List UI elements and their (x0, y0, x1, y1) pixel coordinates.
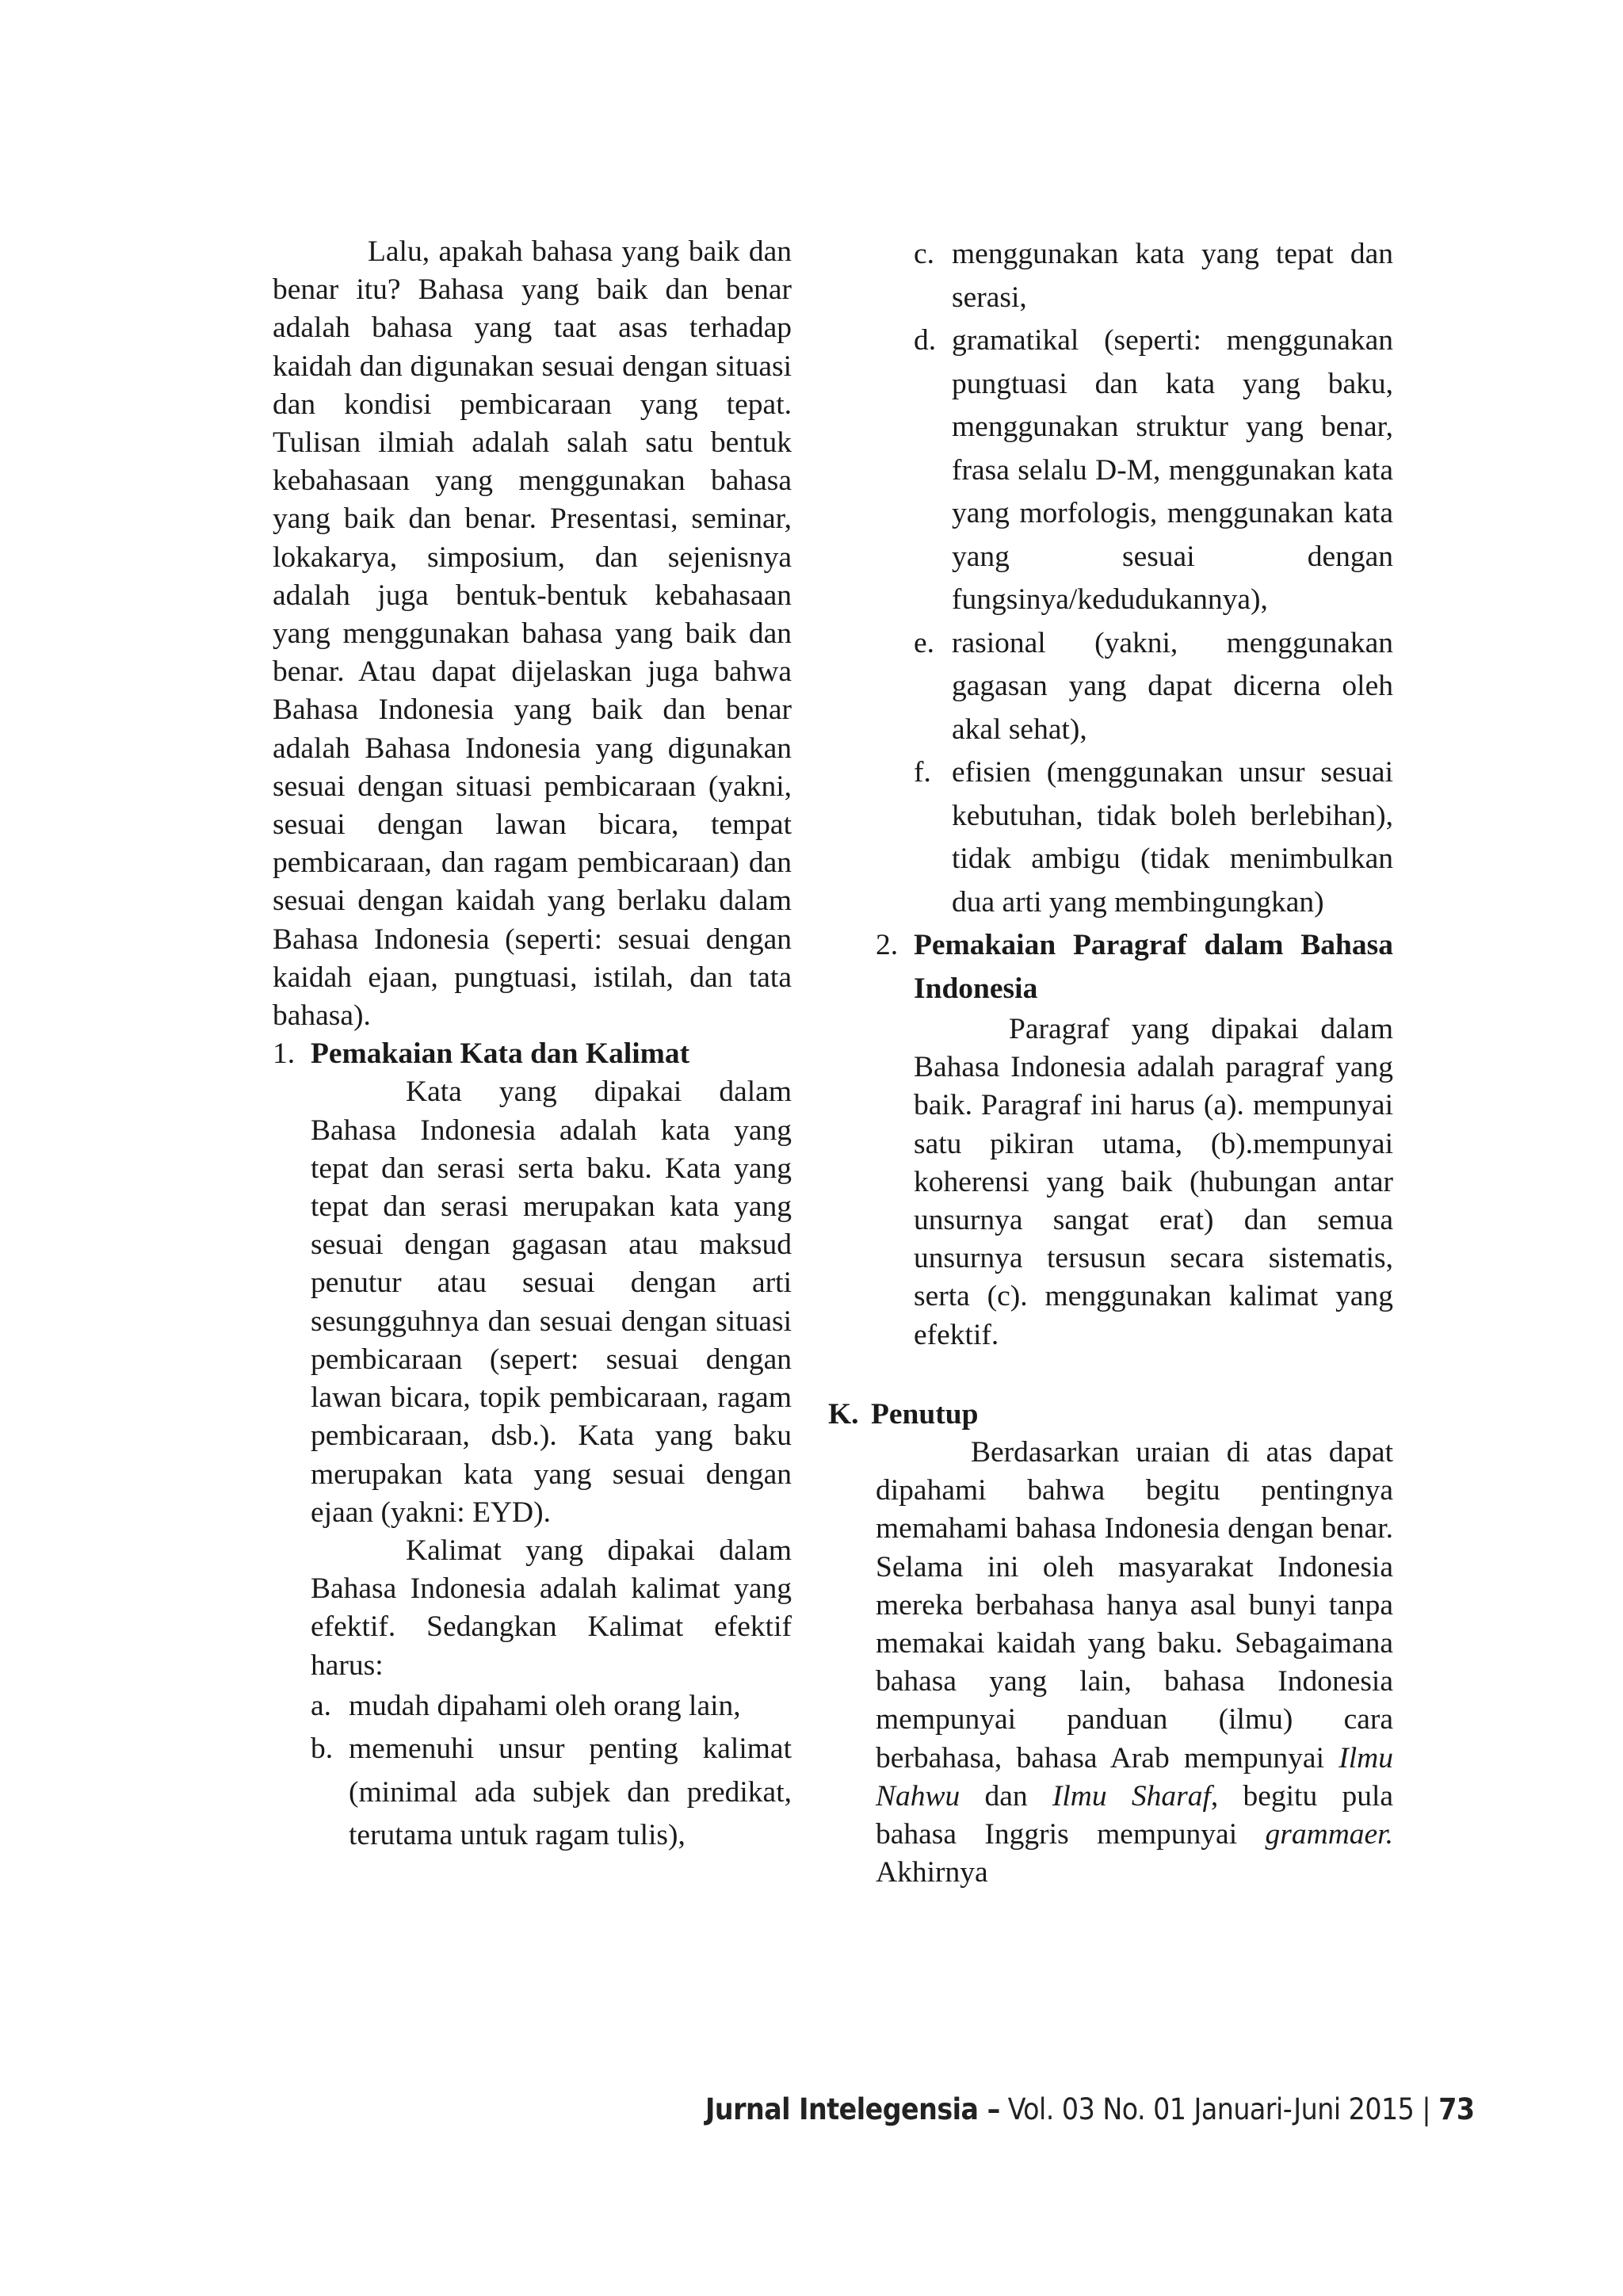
list-text: mudah dipahami oleh orang lain, (349, 1689, 741, 1722)
list-text: memenuhi unsur penting kalimat (minimal ada subjek dan predikat, terutama untuk ragam tulis), (349, 1733, 792, 1852)
list-text: menggunakan kata yang tepat dan serasi, (952, 238, 1393, 314)
list-item (914, 622, 1393, 752)
section-k-text-dan: dan (960, 1779, 1052, 1813)
list-item (311, 1728, 792, 1858)
section-k-text-2: , begitu pula bahasa Inggris mempunyai (876, 1779, 1394, 1851)
page-footer (705, 2092, 1475, 2126)
section-2-heading (876, 924, 1393, 1010)
list-marker: f. (914, 756, 931, 789)
term-ilmu-nahwu: Ilmu Nahwu (876, 1741, 1393, 1813)
section-gap (876, 1354, 1393, 1396)
section-2-title: Pemakaian Paragraf dalam Bahasa Indonesia (914, 929, 1393, 1005)
section-1-number: 1. (273, 1037, 296, 1071)
criteria-list-right (914, 233, 1393, 924)
list-item (914, 751, 1393, 924)
section-1-paragraph-1: Kata yang dipakai dalam Bahasa Indonesia adalah kata yang tepat dan serasi serta baku. Kata yang tepat dan serasi merupakan kata yang sesuai dengan gagasan atau maksud penutur atau sesuai dengan arti sesungguhnya dan sesuai dengan situasi pembicaraan (sepert: sesuai dengan lawan bicara, topik pembicaraan, ragam pembicaraan, dsb.). Kata yang baku merupakan kata yang sesuai dengan ejaan (yakni: EYD). (311, 1075, 792, 1529)
list-item (311, 1685, 792, 1729)
list-item (914, 233, 1393, 319)
section-k-body (876, 1434, 1393, 1892)
footer-journal-name: Jurnal Intelegensia – (705, 2092, 1000, 2126)
section-k-letter: K. (828, 1397, 859, 1431)
section-k-text-1: Berdasarkan uraian di atas dapat dipahami bahwa begitu pentingnya memahami bahasa Indonesia dengan benar. Selama ini oleh masyarakat Indonesia mereka berbahasa hanya asal bunyi tanpa memakai kaidah yang baku. Sebagaimana bahasa yang lain, bahasa Indonesia mempunyai panduan (ilmu) cara berbahasa, bahasa Arab mempunyai (876, 1436, 1393, 1775)
right-column (828, 233, 1394, 1892)
footer-volume-info: Vol. 03 No. 01 Januari-Juni 2015 | (999, 2092, 1439, 2126)
list-text: rasional (yakni, menggunakan gagasan yang dapat dicerna oleh akal sehat), (952, 626, 1393, 746)
section-1-heading (273, 1035, 792, 1073)
list-text: efisien (menggunakan unsur sesuai kebutuhan, tidak boleh berlebihan), tidak ambigu (tidak menimbulkan dua arti yang membingungkan) (952, 756, 1393, 919)
section-2-body (914, 1010, 1393, 1354)
list-marker: b. (311, 1733, 334, 1766)
left-column (273, 233, 792, 1858)
section-k-text-3: Akhirnya (876, 1856, 988, 1889)
list-text: gramatikal (seperti: menggunakan pungtuasi dan kata yang baku, menggunakan struktur yang benar, frasa selalu D-M, menggunakan kata yang morfologis, menggunakan kata yang sesuai dengan fungsinya/kedudukannya), (952, 324, 1393, 616)
list-marker: c. (914, 238, 935, 270)
section-k-heading (828, 1396, 1393, 1434)
intro-paragraph: Lalu, apakah bahasa yang baik dan benar itu? Bahasa yang baik dan benar adalah bahasa yang taat asas terhadap kaidah dan digunakan sesuai dengan situasi dan kondisi pembicaraan yang tepat. Tulisan ilmiah adalah salah satu bentuk kebahasaan yang menggunakan bahasa yang baik dan benar. Presentasi, seminar, lokakarya, simposium, dan sejenisnya adalah juga bentuk-bentuk kebahasaan yang menggunakan bahasa yang baik dan benar. Atau dapat dijelaskan juga bahwa Bahasa Indonesia yang baik dan benar adalah Bahasa Indonesia yang digunakan sesuai dengan situasi pembicaraan (yakni, sesuai dengan lawan bicara, tempat pembicaraan, dan ragam pembicaraan) dan sesuai dengan kaidah yang berlaku dalam Bahasa Indonesia (seperti: sesuai dengan kaidah ejaan, pungtuasi, istilah, dan tata bahasa). (273, 235, 792, 1033)
section-k-paragraph (876, 1434, 1393, 1892)
section-2-paragraph: Paragraf yang dipakai dalam Bahasa Indonesia adalah paragraf yang baik. Paragraf ini harus (a). mempunyai satu pikiran utama, (b).mempunyai koherensi yang baik (hubungan antar unsurnya sangat erat) dan semua unsurnya tersusun secara sistematis, serta (c). menggunakan kalimat yang efektif. (914, 1013, 1393, 1351)
list-marker: e. (914, 626, 935, 659)
section-1-paragraph-2: Kalimat yang dipakai dalam Bahasa Indonesia adalah kalimat yang efektif. Sedangkan Kalimat efektif harus: (311, 1534, 792, 1682)
term-ilmu-sharaf: Ilmu Sharaf (1052, 1779, 1211, 1813)
list-marker: a. (311, 1689, 332, 1722)
list-item (914, 319, 1393, 622)
section-1-title: Pemakaian Kata dan Kalimat (311, 1037, 690, 1071)
section-k-title: Penutup (871, 1397, 979, 1431)
section-1-body (311, 1073, 792, 1857)
section-2-number: 2. (876, 929, 899, 961)
list-marker: d. (914, 324, 937, 357)
footer-page-number: 73 (1438, 2092, 1475, 2126)
criteria-continued (914, 233, 1393, 924)
term-grammaer: grammaer. (1265, 1818, 1393, 1851)
criteria-list-left (311, 1685, 792, 1858)
